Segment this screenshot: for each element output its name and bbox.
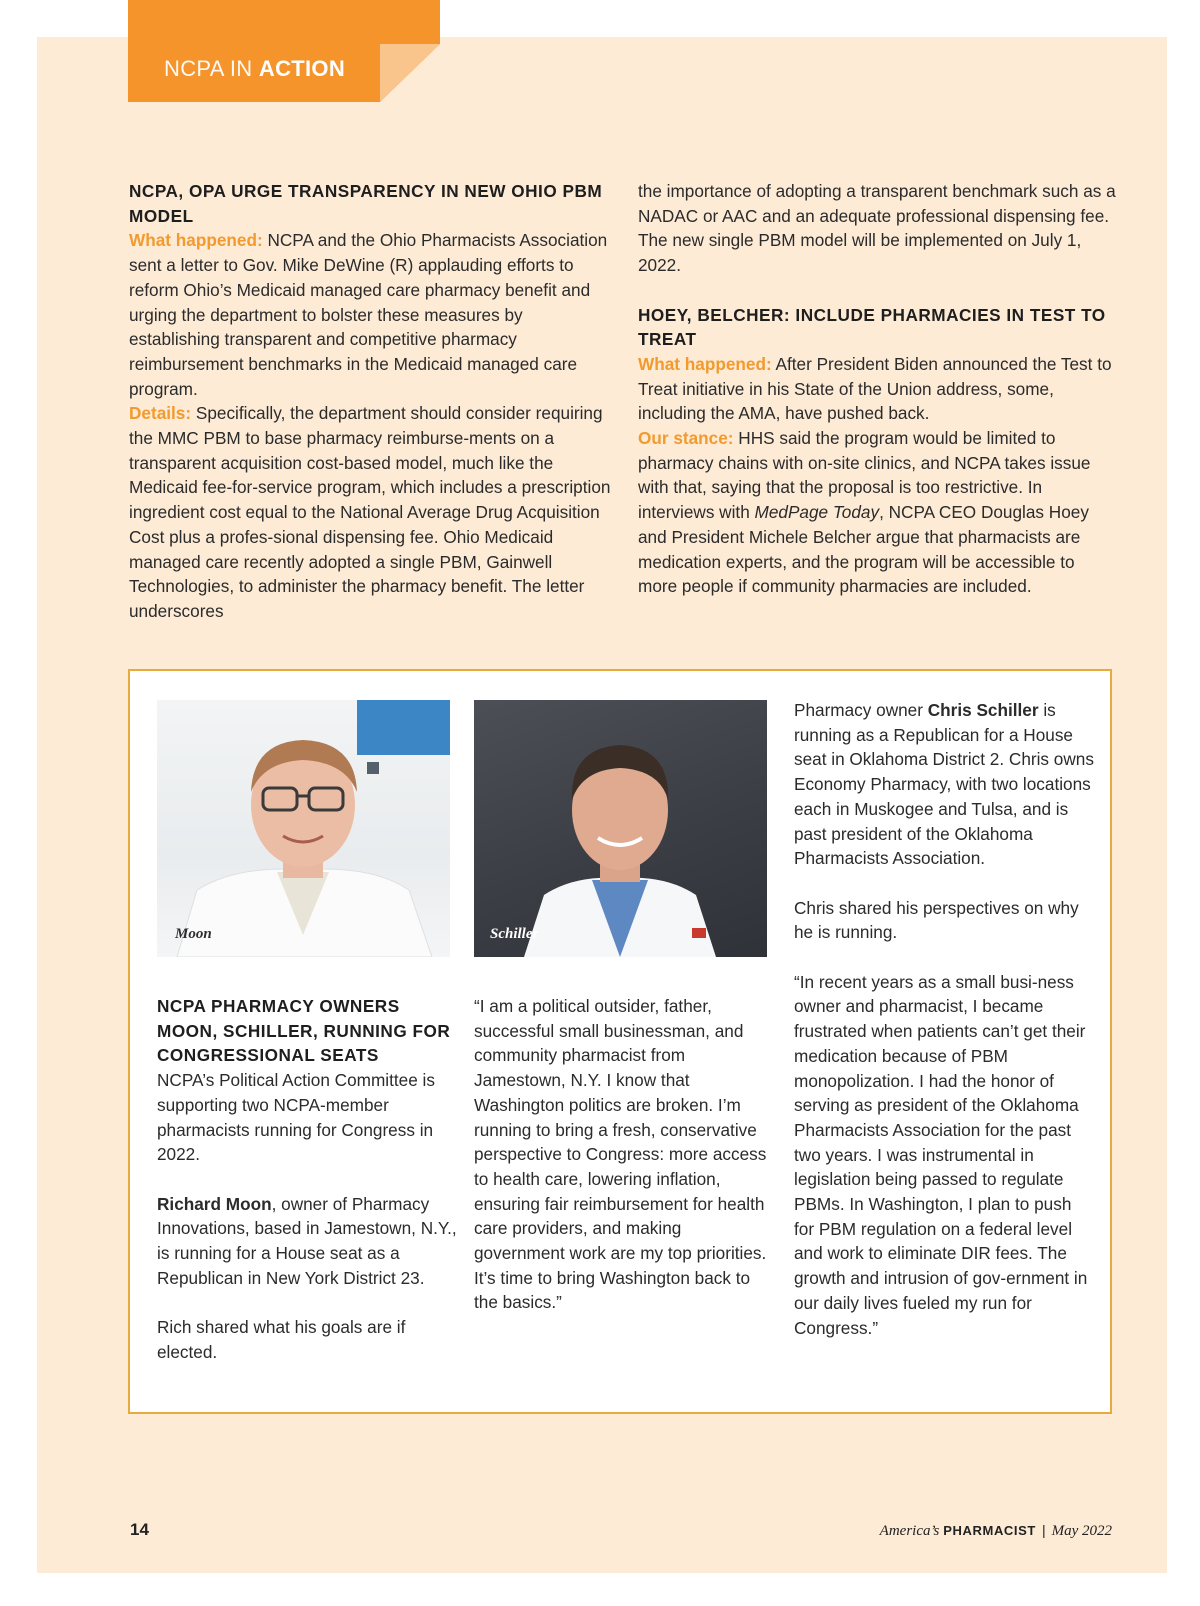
article-ohio-what-happened: [129, 228, 614, 401]
magazine-name-caps: PHARMACIST: [943, 1523, 1036, 1538]
feature-column-moon: [157, 994, 457, 1365]
photo-caption-schiller: Schiller: [490, 926, 539, 942]
details-label: Details:: [129, 403, 192, 424]
article-test-to-treat-what-happened: [638, 352, 1118, 426]
schiller-quote: “In recent years as a small busi-ness owner and pharmacist, I became frustrated when patients can’t get their medication because of PBM monopolization. I had the honor of serving as president of the Oklahoma Pharmacists Association for the past two years. I was instrumental in legislation being passed to regulate PBMs. In Washington, I plan to push for PBM regulation on a federal level and work to eliminate DIR fees. The growth and intrusion of gov-ernment in our daily lives fueled my run for Congress.”: [794, 971, 1088, 1338]
stance-text-end: , NCPA CEO Douglas Hoey and President Michele Belcher argue that pharmacists are medication experts, and the program will be accessible to more people if community pharmacies are included.: [638, 502, 1089, 597]
portrait-moon-illustration: [157, 700, 450, 957]
magazine-footer: [880, 1522, 1112, 1540]
article-ohio-pbm: [129, 179, 614, 624]
photo-schiller: [474, 700, 767, 957]
article-ohio-details: [129, 401, 614, 623]
feature-intro: NCPA’s Political Action Committee is supporting two NCPA-member pharmacists running for Congress in 2022.: [157, 1070, 435, 1165]
spacer: [157, 1290, 457, 1315]
photo-moon: [157, 700, 450, 957]
stance-text: HHS said the program would be limited to pharmacy chains with on-site clinics, and NCPA takes issue with that, saying that the proposal is too restrictive. In interviews with: [638, 428, 1091, 523]
moon-bio-text: , owner of Pharmacy Innovations, based in Jamestown, N.Y., is running for a House seat as a Republican in New York District 23.: [157, 1193, 457, 1288]
spacer: [794, 871, 1094, 896]
feature-column-moon-quote: [474, 994, 774, 1315]
what-happened-text: NCPA and the Ohio Pharmacists Association sent a letter to Gov. Mike DeWine (R) applauding efforts to reform Ohio’s Medicaid managed care pharmacy benefit and urging the department to bolster these measures by establishing transparent and competitive pharmacy reimbursement benchmarks in the Medicaid managed care program.: [129, 230, 608, 399]
section-title: [164, 56, 345, 82]
photo-caption-moon: Moon: [175, 926, 212, 942]
moon-quote: “I am a political outsider, father, successful small businessman, and community pharmacist from Jamestown, N.Y. I know that Washington politics are broken. I’m running to bring a fresh, conservative perspective to Congress: more access to health care, lowering inflation, ensuring fair reimbursement for health care providers, and making government work are my top priorities. It’s time to bring Washington back to the basics.”: [474, 996, 767, 1313]
section-title-light: NCPA IN: [164, 56, 259, 81]
article-test-to-treat-headline: HOEY, BELCHER: INCLUDE PHARMACIES IN TEST TO TREAT: [638, 304, 1106, 350]
issue-date: May 2022: [1051, 1523, 1112, 1539]
moon-name: Richard Moon: [157, 1193, 272, 1214]
schiller-name: Chris Schiller: [927, 700, 1039, 720]
page-number: 14: [130, 1520, 149, 1539]
details-text: Specifically, the department should consider requiring the MMC PBM to base pharmacy reimburse-ments on a transparent acquisition cost-based model, much like the Medicaid fee-for-service program, which includes a prescription ingredient cost equal to the National Average Drug Acquisition Cost plus a profes-sional dispensing fee. Ohio Medicaid managed care recently adopted a single PBM, Gainwell Technologies, to administer the pharmacy benefit. The letter underscores: [129, 403, 611, 621]
schiller-bio-pre: Pharmacy owner: [794, 700, 928, 720]
feature-headline: NCPA PHARMACY OWNERS MOON, SCHILLER, RUNNING FOR CONGRESSIONAL SEATS: [157, 996, 451, 1066]
spacer: [794, 945, 1094, 970]
spacer: [638, 278, 1118, 303]
our-stance-label: Our stance:: [638, 428, 734, 449]
moon-shared: Rich shared what his goals are if elected.: [157, 1317, 406, 1362]
magazine-name-italic: America’s: [879, 1523, 940, 1539]
footer-separator: |: [1041, 1522, 1046, 1538]
right-column: [638, 179, 1118, 599]
what-happened-label: What happened:: [638, 353, 772, 374]
schiller-bio: [794, 698, 1094, 871]
spacer: [157, 1167, 457, 1192]
what-happened-text: After President Biden announced the Test to Treat initiative in his State of the Union address, some, including the AMA, have pushed back.: [638, 353, 1112, 424]
article-test-to-treat-stance: [638, 426, 1118, 599]
schiller-bio-text: is running as a Republican for a House seat in Oklahoma District 2. Chris owns Economy Pharmacy, with two locations each in Muskogee and Tulsa, and is past president of the Oklahoma Pharmacists Association.: [794, 700, 1094, 869]
what-happened-label: What happened:: [129, 230, 263, 251]
feature-column-schiller: [794, 698, 1094, 1340]
portrait-schiller-illustration: [474, 700, 767, 957]
section-title-bold: ACTION: [258, 56, 346, 81]
article-ohio-headline: NCPA, OPA URGE TRANSPARENCY IN NEW OHIO PBM MODEL: [129, 181, 603, 226]
moon-bio: [157, 1192, 457, 1291]
publication-name: MedPage Today: [754, 502, 880, 523]
article-ohio-continued: the importance of adopting a transparent benchmark such as a NADAC or AAC and an adequate professional dispensing fee. The new single PBM model will be implemented on July 1, 2022.: [638, 181, 1116, 276]
schiller-shared: Chris shared his perspectives on why he is running.: [794, 897, 1079, 943]
